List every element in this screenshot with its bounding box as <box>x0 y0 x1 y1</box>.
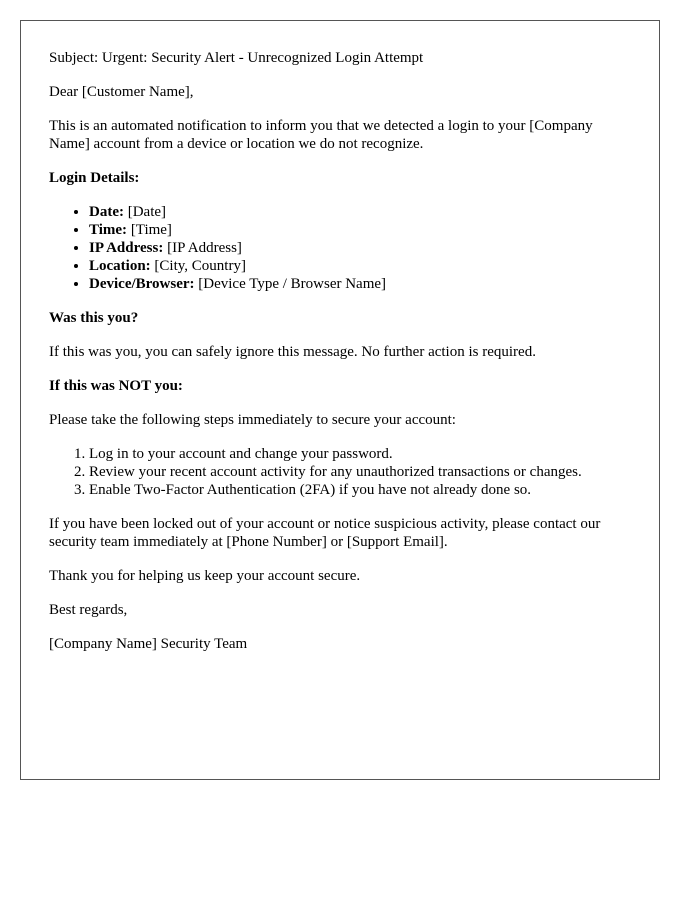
detail-value: [IP Address] <box>163 240 242 256</box>
list-item-time <box>89 221 631 239</box>
detail-label: Time: <box>89 222 128 238</box>
not-you-paragraph: Please take the following steps immediately to secure your account: <box>49 412 456 428</box>
subject-line: Subject: Urgent: Security Alert - Unrecognized Login Attempt <box>49 50 424 66</box>
closing: Best regards, <box>49 602 128 618</box>
signature: [Company Name] Security Team <box>49 636 248 652</box>
login-details-list <box>49 203 631 293</box>
was-you-heading: Was this you? <box>49 310 139 326</box>
detail-value: [Date] <box>123 204 167 220</box>
detail-value: [Device Type / Browser Name] <box>194 276 387 292</box>
not-you-heading: If this was NOT you: <box>49 378 183 394</box>
list-item-step: 3. Enable Two-Factor Authentication (2FA) if you have not already done so. <box>89 481 631 499</box>
list-item-step: 1. Log in to your account and change your password. <box>89 445 631 463</box>
steps-list <box>49 445 631 499</box>
list-item-date <box>89 203 631 221</box>
detail-value: [City, Country] <box>150 258 246 274</box>
list-item-ip-address <box>89 239 631 257</box>
login-details-heading: Login Details: <box>49 170 140 186</box>
detail-label: Location: <box>89 258 151 274</box>
detail-value: [Time] <box>127 222 172 238</box>
list-item-device-browser <box>89 275 631 293</box>
thanks-paragraph: Thank you for helping us keep your account secure. <box>49 568 361 584</box>
list-item-step: 2. Review your recent account activity for any unauthorized transactions or changes. <box>89 463 631 481</box>
detail-label: Date: <box>89 204 124 220</box>
detail-label: Device/Browser: <box>89 276 195 292</box>
detail-label: IP Address: <box>89 240 164 256</box>
list-item-location <box>89 257 631 275</box>
intro-paragraph: This is an automated notification to inform you that we detected a login to your [Company Name] account from a device or location we do not recognize. <box>49 118 593 152</box>
contact-paragraph: If you have been locked out of your account or notice suspicious activity, please contact our security team immediately at [Phone Number] or [Support Email]. <box>49 516 601 550</box>
greeting: Dear [Customer Name], <box>49 84 194 100</box>
was-you-paragraph: If this was you, you can safely ignore this message. No further action is required. <box>49 344 536 360</box>
letter-container <box>20 20 660 780</box>
